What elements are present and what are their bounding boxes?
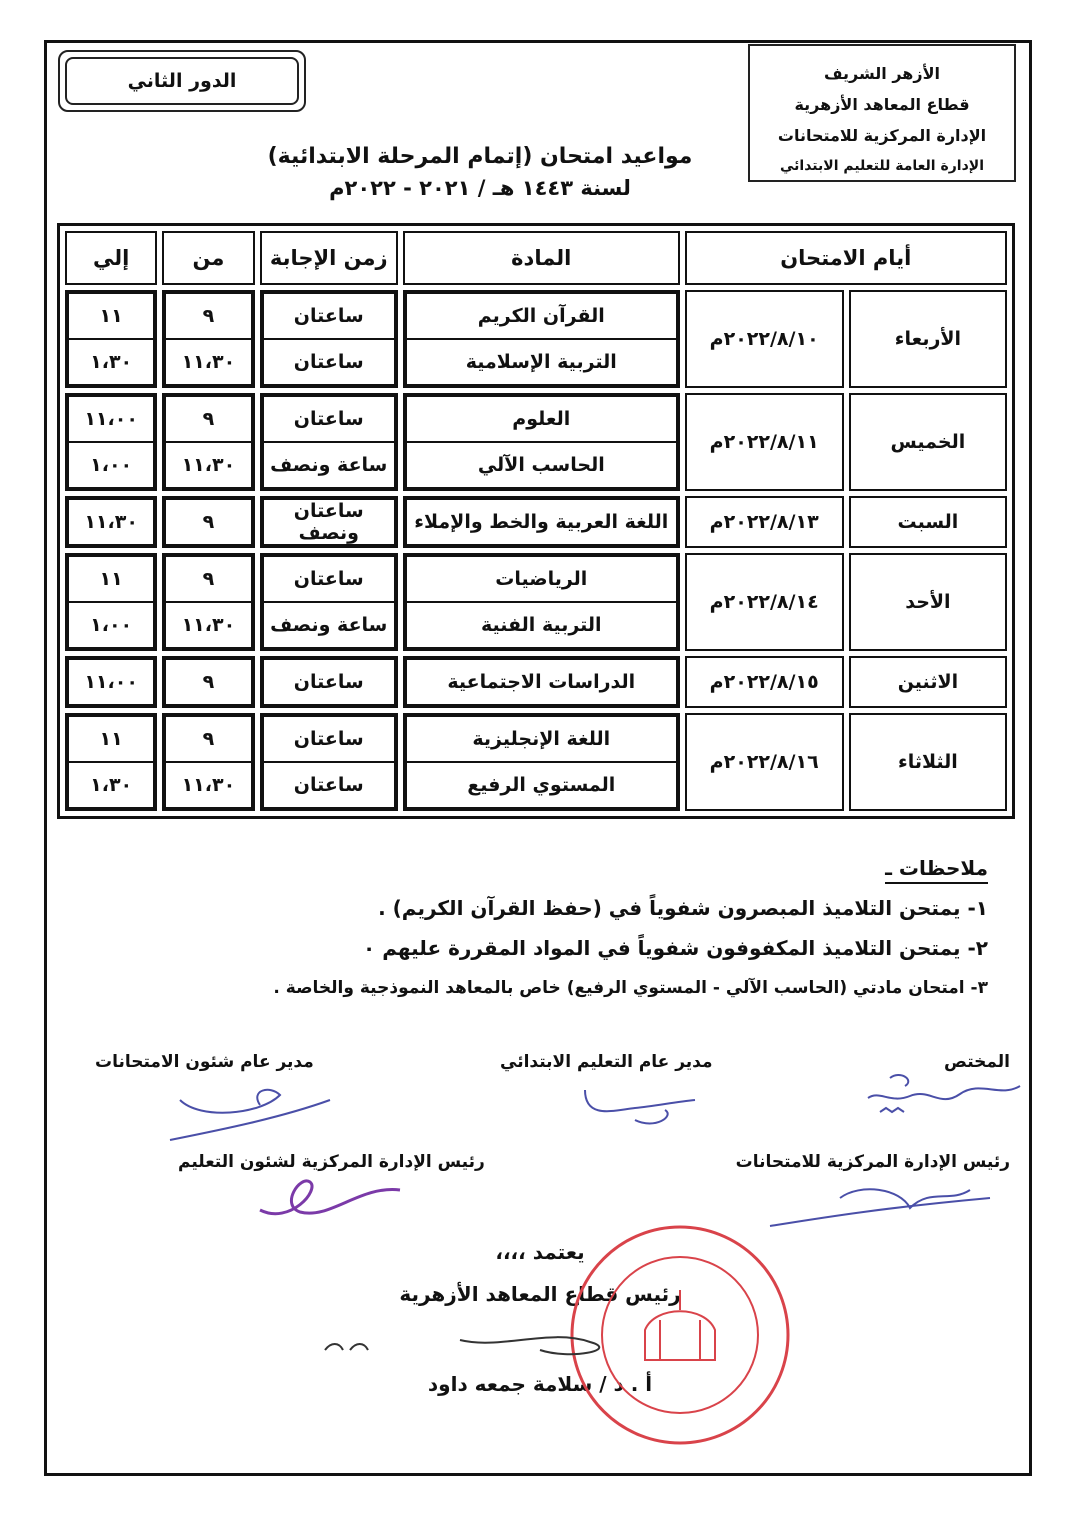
table-row <box>65 713 1007 811</box>
table-row <box>65 290 1007 388</box>
header-to: إلي <box>65 231 157 285</box>
head-exams-signature <box>760 1178 1000 1234</box>
to-cell: ١١،٠٠ <box>68 396 154 442</box>
from-cell: ٩ <box>165 499 251 545</box>
table-row <box>65 496 1007 548</box>
note-item: ١- يمتحن التلاميذ المبصرون شفوياً في (حفظ القرآن الكريم) . <box>378 896 988 920</box>
authority-line-4: الإدارة العامة للتعليم الابتدائي <box>779 158 985 174</box>
from-cell-group <box>162 290 254 388</box>
subject-cell: القرآن الكريم <box>406 293 677 339</box>
to-cell: ١،٠٠ <box>68 442 154 488</box>
duration-cell-group <box>260 393 399 491</box>
to-cell-group <box>65 496 157 548</box>
header-subject: المادة <box>403 231 680 285</box>
signature-gm-exams-title: مدير عام شئون الامتحانات <box>95 1052 314 1072</box>
duration-cell: ساعتان <box>263 339 396 385</box>
gm-exams-signature <box>160 1070 340 1150</box>
subject-cell: الرياضيات <box>406 556 677 602</box>
from-cell-group <box>162 656 254 708</box>
to-cell: ١١،٣٠ <box>68 499 154 545</box>
day-cell: السبت <box>849 496 1007 548</box>
to-cell-group <box>65 713 157 811</box>
table-row <box>65 393 1007 491</box>
day-cell: الخميس <box>849 393 1007 491</box>
subject-cell-group <box>403 656 680 708</box>
from-cell-group <box>162 713 254 811</box>
sector-head-title: رئيس قطاع المعاهد الأزهرية <box>399 1282 681 1306</box>
round-box <box>58 50 306 112</box>
from-cell: ١١،٣٠ <box>165 339 251 385</box>
duration-cell-group <box>260 713 399 811</box>
date-cell: ٢٠٢٢/٨/١١م <box>685 393 844 491</box>
from-cell-group <box>162 393 254 491</box>
subject-cell-group <box>403 713 680 811</box>
head-education-signature <box>250 1170 410 1230</box>
subject-cell-group <box>403 496 680 548</box>
table-row <box>65 553 1007 651</box>
subject-cell: اللغة الإنجليزية <box>406 716 677 762</box>
duration-cell: ساعتان <box>263 293 396 339</box>
signature-head-exams-title: رئيس الإدارة المركزية للامتحانات <box>735 1152 1010 1172</box>
to-cell: ١،٣٠ <box>68 339 154 385</box>
schedule-body <box>65 290 1007 811</box>
day-cell: الثلاثاء <box>849 713 1007 811</box>
date-cell: ٢٠٢٢/٨/١٣م <box>685 496 844 548</box>
day-cell: الأحد <box>849 553 1007 651</box>
to-cell: ١١ <box>68 716 154 762</box>
from-cell-group <box>162 553 254 651</box>
to-cell: ١١ <box>68 293 154 339</box>
subject-cell: اللغة العربية والخط والإملاء <box>406 499 677 545</box>
from-cell-group <box>162 496 254 548</box>
to-cell: ١،٠٠ <box>68 602 154 648</box>
subject-cell: المستوي الرفيع <box>406 762 677 808</box>
authority-line-2: قطاع المعاهد الأزهرية <box>794 95 970 114</box>
sector-head-name: أ . د / سلامة جمعه داود <box>427 1372 653 1396</box>
date-cell: ٢٠٢٢/٨/١٦م <box>685 713 844 811</box>
from-cell: ٩ <box>165 293 251 339</box>
authority-line-3: الإدارة المركزية للامتحانات <box>777 126 987 145</box>
subject-cell: الدراسات الاجتماعية <box>406 659 677 705</box>
from-cell: ٩ <box>165 659 251 705</box>
from-cell: ١١،٣٠ <box>165 602 251 648</box>
header-days: أيام الامتحان <box>685 231 1007 285</box>
duration-cell: ساعتان ونصف <box>263 499 396 545</box>
day-cell: الأربعاء <box>849 290 1007 388</box>
date-cell: ٢٠٢٢/٨/١٠م <box>685 290 844 388</box>
from-cell: ١١،٣٠ <box>165 762 251 808</box>
signature-specialist-title: المختص <box>944 1052 1010 1072</box>
sector-head-signature <box>320 1320 650 1380</box>
round-label: الدور الثاني <box>65 57 299 105</box>
from-cell: ١١،٣٠ <box>165 442 251 488</box>
subject-cell: التربية الإسلامية <box>406 339 677 385</box>
note-item: ٣- امتحان مادتي (الحاسب الآلي - المستوي الرفيع) خاص بالمعاهد النموذجية والخاصة . <box>273 978 988 998</box>
schedule-table <box>57 223 1015 819</box>
date-cell: ٢٠٢٢/٨/١٤م <box>685 553 844 651</box>
to-cell-group <box>65 290 157 388</box>
duration-cell-group <box>260 290 399 388</box>
to-cell-group <box>65 393 157 491</box>
signature-head-education-title: رئيس الإدارة المركزية لشئون التعليم <box>178 1152 485 1172</box>
duration-cell-group <box>260 656 399 708</box>
page-title: مواعيد امتحان (إتمام المرحلة الابتدائية) <box>267 144 693 169</box>
signature-gm-primary-title: مدير عام التعليم الابتدائي <box>500 1052 713 1072</box>
duration-cell: ساعتان <box>263 762 396 808</box>
duration-cell: ساعتان <box>263 659 396 705</box>
duration-cell: ساعتان <box>263 396 396 442</box>
table-header-row <box>65 231 1007 285</box>
subject-cell: العلوم <box>406 396 677 442</box>
from-cell: ٩ <box>165 716 251 762</box>
to-cell: ١١،٠٠ <box>68 659 154 705</box>
page-subtitle: لسنة ١٤٤٣ هـ / ٢٠٢١ - ٢٠٢٢م <box>329 176 631 200</box>
header-from: من <box>162 231 254 285</box>
duration-cell: ساعة ونصف <box>263 602 396 648</box>
subject-cell-group <box>403 393 680 491</box>
approval-label: يعتمد ،،،، <box>495 1240 585 1264</box>
note-item: ٢- يمتحن التلاميذ المكفوفون شفوياً في المواد المقررة عليهم ٠ <box>363 936 988 960</box>
duration-cell-group <box>260 553 399 651</box>
date-cell: ٢٠٢٢/٨/١٥م <box>685 656 844 708</box>
to-cell-group <box>65 656 157 708</box>
authority-line-1: الأزهر الشريف <box>823 64 940 83</box>
table-row <box>65 656 1007 708</box>
header-duration: زمن الإجابة <box>260 231 399 285</box>
duration-cell-group <box>260 496 399 548</box>
notes-heading: ملاحظات ـ <box>885 856 988 884</box>
duration-cell: ساعة ونصف <box>263 442 396 488</box>
subject-cell: الحاسب الآلي <box>406 442 677 488</box>
subject-cell-group <box>403 553 680 651</box>
subject-cell-group <box>403 290 680 388</box>
duration-cell: ساعتان <box>263 556 396 602</box>
from-cell: ٩ <box>165 396 251 442</box>
specialist-signature <box>860 1068 1030 1118</box>
to-cell: ١،٣٠ <box>68 762 154 808</box>
from-cell: ٩ <box>165 556 251 602</box>
to-cell-group <box>65 553 157 651</box>
duration-cell: ساعتان <box>263 716 396 762</box>
authority-header <box>748 44 1016 182</box>
subject-cell: التربية الفنية <box>406 602 677 648</box>
day-cell: الاثنين <box>849 656 1007 708</box>
to-cell: ١١ <box>68 556 154 602</box>
notes-section <box>88 856 988 1004</box>
gm-primary-signature <box>575 1080 705 1130</box>
